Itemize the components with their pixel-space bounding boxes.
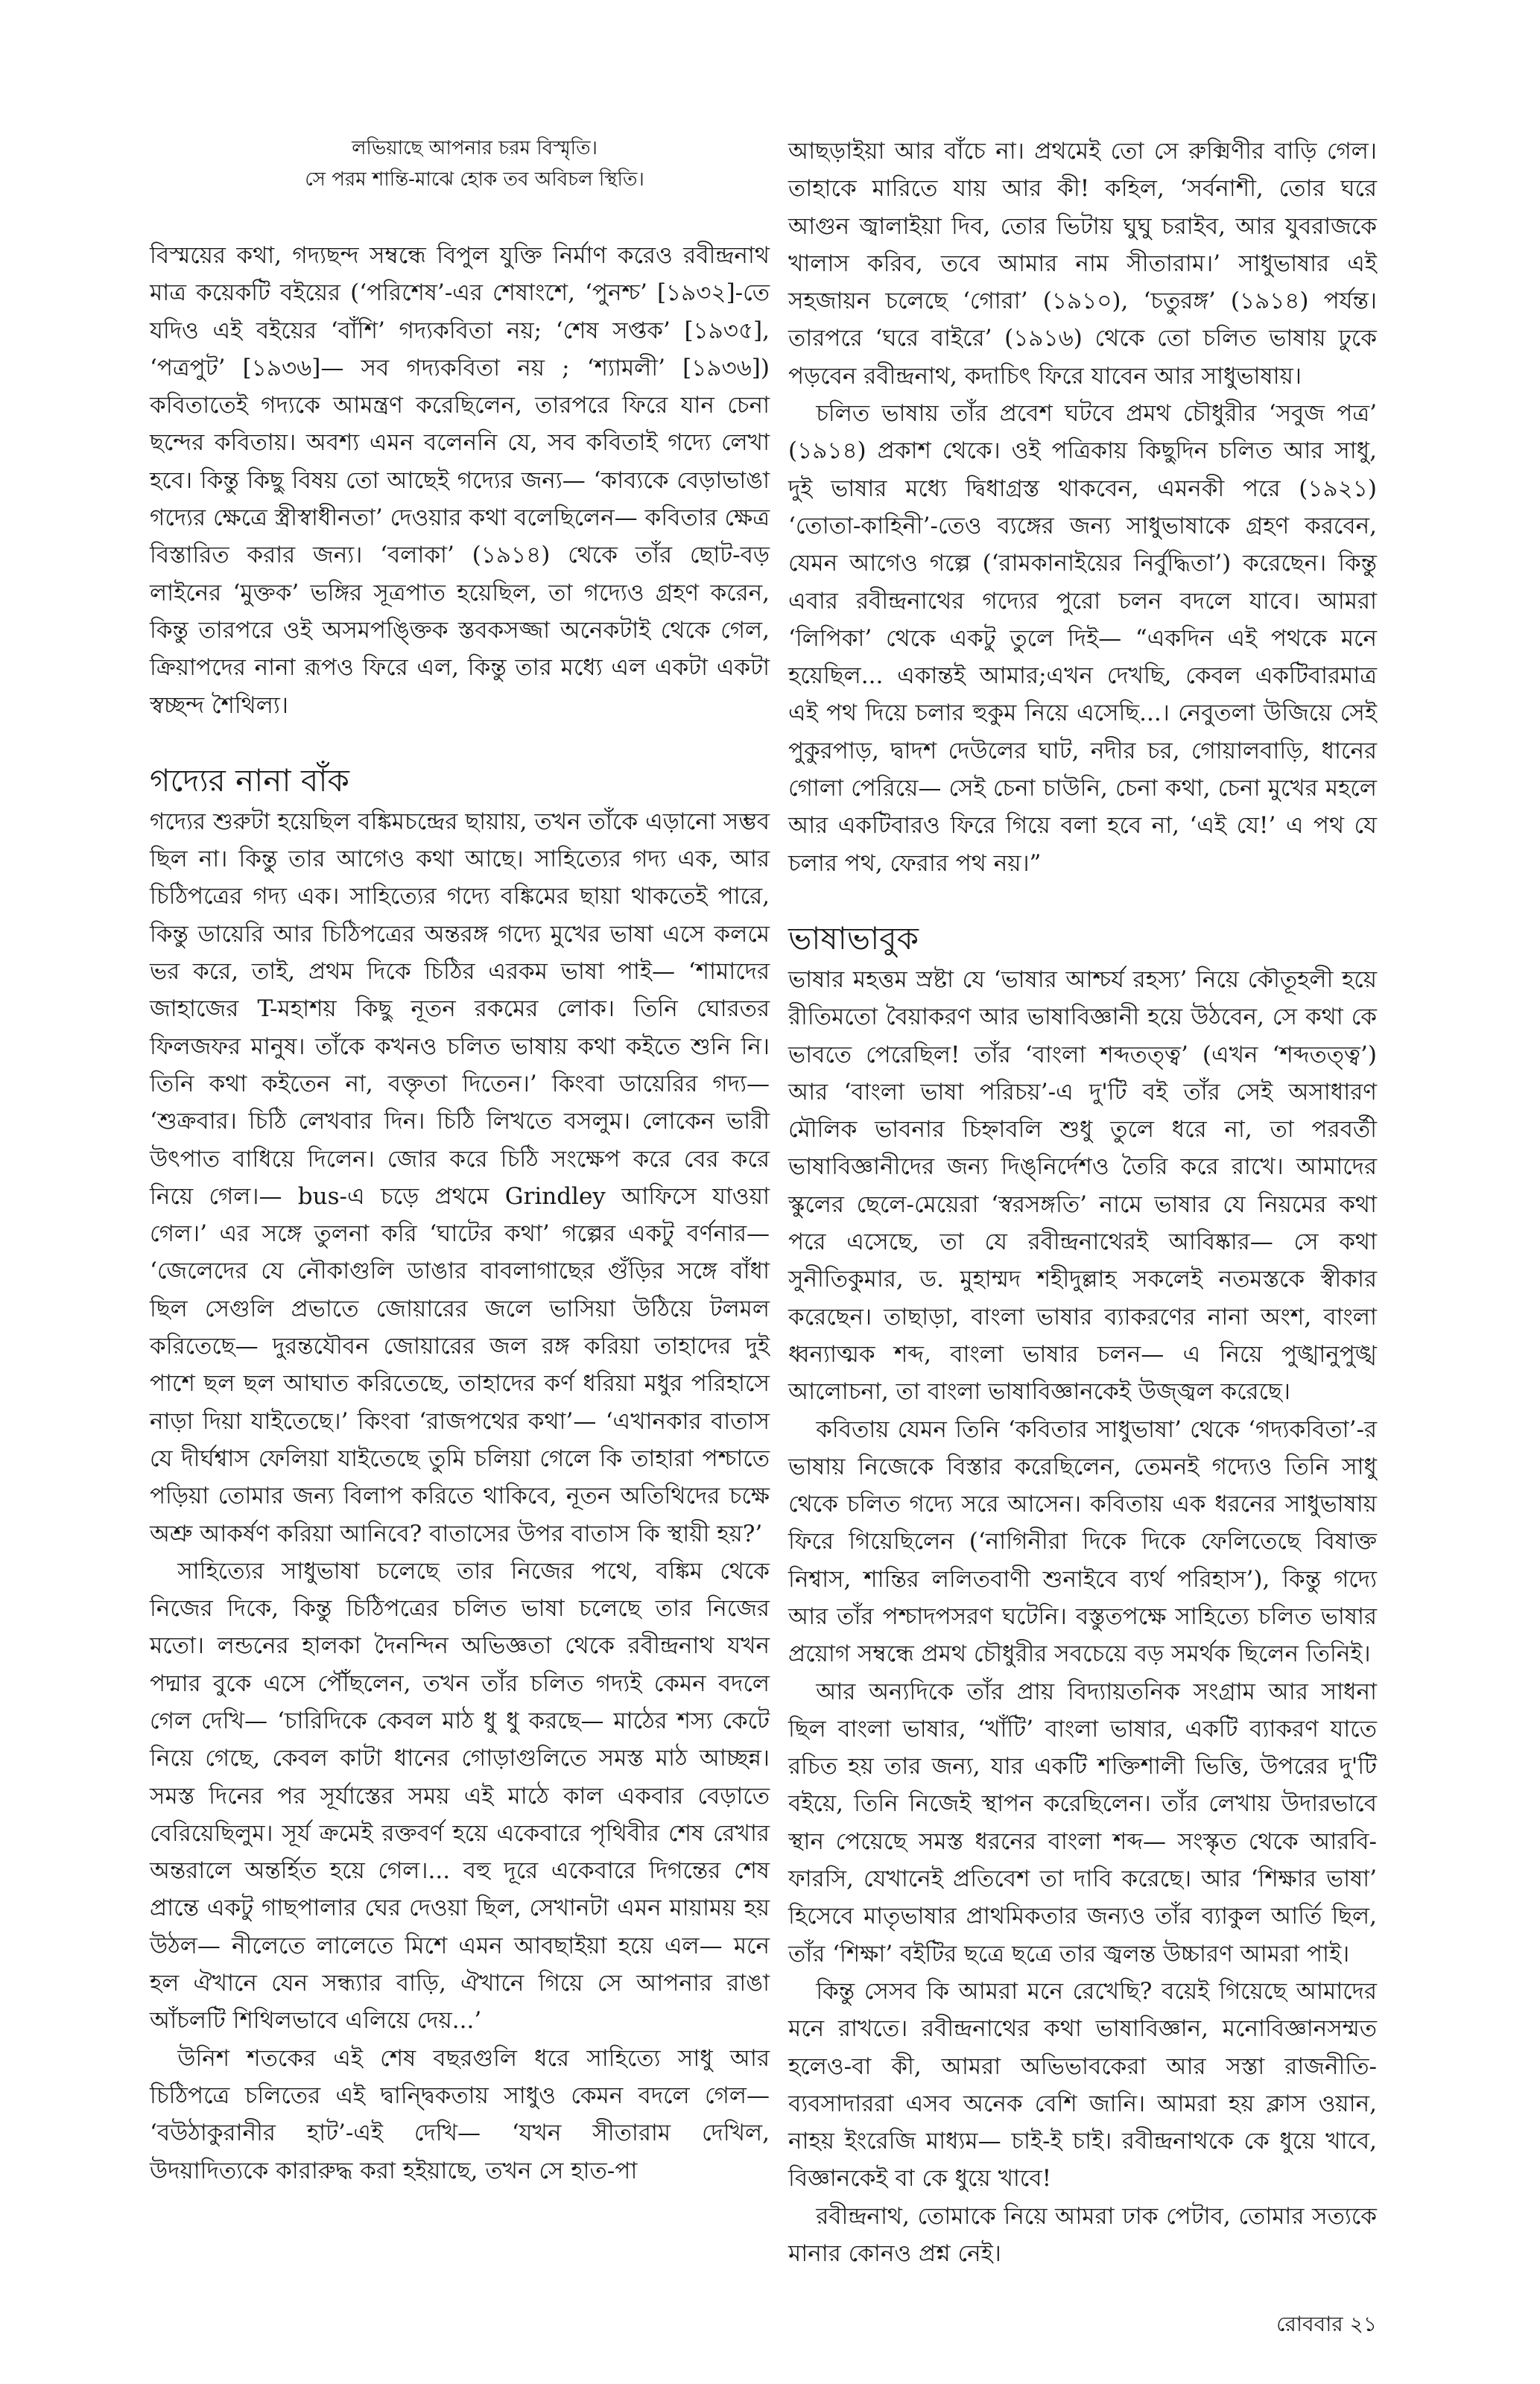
page-footer: রোববার ২১	[1276, 2312, 1377, 2337]
paragraph: চলিত ভাষায় তাঁর প্রবেশ ঘটবে প্রমথ চৌধুরীর ‘সবুজ পত্র’ (১৯১৪) প্রকাশ থেকে। ওই পত্রিকায় কিছুদিন চলিত আর সাধু, দুই ভাষার মধ্যে দ্বিধাগ্রস্ত থাকবেন, এমনকী পরে (১৯২১) ‘তোতা-কাহিনী’-তেও ব্যঙ্গের জন্য সাধুভাষাকে গ্রহণ করবেন, যেমন আগেও গল্পে (‘রামকানাইয়ের নির্বুদ্ধিতা’) করেছেন। কিন্তু এবার রবীন্দ্রনাথের গদ্যের পুরো চলন বদলে যাবে। আমরা ‘লিপিকা’ থেকে একটু তুলে দিই— “একদিন এই পথকে মনে হয়েছিল... একান্তই আমার;এখন দেখছি, কেবল একটিবারমাত্র এই পথ দিয়ে চলার হুকুম নিয়ে এসেছি...। নেবুতলা উজিয়ে সেই পুকুরপাড়, দ্বাদশ দেউলের ঘাট, নদীর চর, গোয়ালবাড়ি, ধানের গোলা পেরিয়ে— সেই চেনা চাউনি, চেনা কথা, চেনা মুখের মহলে আর একটিবারও ফিরে গিয়ে বলা হবে না, ‘এই যে!’ এ পথ যে চলার পথ, ফেরার পথ নয়।”	[788, 400, 1377, 877]
paragraph: আর অন্যদিকে তাঁর প্রায় বিদ্যায়তনিক সংগ্রাম আর সাধনা ছিল বাংলা ভাষার, ‘খাঁটি’ বাংলা ভাষার, একটি ব্যাকরণ যাতে রচিত হয় তার জন্য, যার একটি শক্তিশালী ভিত্তি, উপরের দু'টি বইয়ে, তিনি নিজেই স্থাপন করেছিলেন। তাঁর লেখায় উদারভাবে স্থান পেয়েছে সমস্ত ধরনের বাংলা শব্দ— সংস্কৃত থেকে আরবি-ফারসি, যেখানেই প্রতিবেশ তা দাবি করেছে। আর ‘শিক্ষার ভাষা’ হিসেবে মাতৃভাষার প্রাথমিকতার জন্যও তাঁর ব্যাকুল আর্তি ছিল, তাঁর ‘শিক্ষা’ বইটির ছত্রে ছত্রে তার জ্বলন্ত উচ্চারণ আমরা পাই।	[788, 1678, 1377, 1968]
right-column	[788, 133, 1377, 2272]
left-column	[150, 133, 770, 2190]
verse-line: লভিয়াছে আপনার চরম বিস্মৃতি।	[352, 137, 598, 159]
section-heading: ভাষাভাবুক	[788, 919, 919, 957]
paragraph: ভাষার মহত্তম স্রষ্টা যে ‘ভাষার আশ্চর্য রহস্য’ নিয়ে কৌতূহলী হয়ে রীতিমতো বৈয়াকরণ আর ভাষাবিজ্ঞানী হয়ে উঠবেন, সে কথা কে ভাবতে পেরেছিল! তাঁর ‘বাংলা শব্দতত্ত্ব’ (এখন ‘শব্দতত্ত্ব’) আর ‘বাংলা ভাষা পরিচয়’-এ দু'টি বই তাঁর সেই অসাধারণ মৌলিক ভাবনার চিহ্নাবলি শুধু তুলে ধরে না, তা পরবর্তী ভাষাবিজ্ঞানীদের জন্য দিঙ্‌নির্দেশও তৈরি করে রাখে। আমাদের স্কুলের ছেলে-মেয়েরা ‘স্বরসঙ্গতি’ নামে ভাষার যে নিয়মের কথা পরে এসেছে, তা যে রবীন্দ্রনাথেরই আবিষ্কার— সে কথা সুনীতিকুমার, ড. মুহাম্মদ শহীদুল্লাহ সকলেই নতমস্তকে স্বীকার করেছেন। তাছাড়া, বাংলা ভাষার ব্যাকরণের নানা অংশ, বাংলা ধ্বন্যাত্মক শব্দ, বাংলা ভাষার চলন— এ নিয়ে পুঙ্খানুপুঙ্খ আলোচনা, তা বাংলা ভাষাবিজ্ঞানকেই উজ্জ্বল করেছে।	[788, 966, 1377, 1406]
article-columns	[150, 133, 1377, 2272]
paragraph: রবীন্দ্রনাথ, তোমাকে নিয়ে আমরা ঢাক পেটাব, তোমার সত্যকে মানার কোনও প্রশ্ন নেই।	[788, 2202, 1377, 2268]
verse-quote	[180, 133, 770, 195]
paragraph: কবিতায় যেমন তিনি ‘কবিতার সাধুভাষা’ থেকে ‘গদ্যকবিতা’-র ভাষায় নিজেকে বিস্তার করেছিলেন, তেমনই গদ্যেও তিনি সাধু থেকে চলিত গদ্যে সরে আসেন। কবিতায় এক ধরনের সাধুভাষায় ফিরে গিয়েছিলেন (‘নাগিনীরা দিকে দিকে ফেলিতেছে বিষাক্ত নিশ্বাস, শান্তির ললিতবাণী শুনাইবে ব্যর্থ পরিহাস’), কিন্তু গদ্যে আর তাঁর পশ্চাদপসরণ ঘটেনি। বস্তুতপক্ষে সাহিত্যে চলিত ভাষার প্রয়োগ সম্বন্ধে প্রমথ চৌধুরীর সবচেয়ে বড় সমর্থক ছিলেন তিনিই।	[788, 1416, 1377, 1668]
paragraph: উনিশ শতকের এই শেষ বছরগুলি ধরে সাহিত্যে সাধু আর চিঠিপত্রে চলিতের এই দ্বান্দ্বিকতায় সাধুও কেমন বদলে গেল— ‘বউঠাকুরানীর হাট’-এই দেখি— ‘যখন সীতারাম দেখিল, উদয়াদিত্যকে কারারুদ্ধ করা হইয়াছে, তখন সে হাত-পা	[150, 2044, 770, 2184]
paragraph: কিন্তু সেসব কি আমরা মনে রেখেছি? বয়েই গিয়েছে আমাদের মনে রাখতে। রবীন্দ্রনাথের কথা ভাষাবিজ্ঞান, মনোবিজ্ঞানসম্মত হলেও-বা কী, আমরা অভিভাবকেরা আর সস্তা রাজনীতি-ব্যবসাদাররা এসব অনেক বেশি জানি। আমরা হয় ক্লাস ওয়ান, নাহয় ইংরেজি মাধ্যম— চাই-ই চাই। রবীন্দ্রনাথকে কে ধুয়ে খাবে, বিজ্ঞানকেই বা কে ধুয়ে খাবে!	[788, 1977, 1377, 2193]
paragraph: সাহিত্যের সাধুভাষা চলেছে তার নিজের পথে, বঙ্কিম থেকে নিজের দিকে, কিন্তু চিঠিপত্রের চলিত ভাষা চলেছে তার নিজের মতো। লন্ডনের হালকা দৈনন্দিন অভিজ্ঞতা থেকে রবীন্দ্রনাথ যখন পদ্মার বুকে এসে পৌঁছলেন, তখন তাঁর চলিত গদ্যই কেমন বদলে গেল দেখি— ‘চারিদিকে কেবল মাঠ ধু ধু করছে— মাঠের শস্য কেটে নিয়ে গেছে, কেবল কাটা ধানের গোড়াগুলিতে সমস্ত মাঠ আচ্ছন্ন। সমস্ত দিনের পর সূর্যাস্তের সময় এই মাঠে কাল একবার বেড়াতে বেরিয়েছিলুম। সূর্য ক্রমেই রক্তবর্ণ হয়ে একেবারে পৃথিবীর শেষ রেখার অন্তরালে অন্তর্হিত হয়ে গেল।... বহু দূরে একেবারে দিগন্তের শেষ প্রান্তে একটু গাছপালার ঘের দেওয়া ছিল, সেখানটা এমন মায়াময় হয় উঠল— নীলেতে লালেতে মিশে এমন আবছাইয়া হয়ে এল— মনে হল ঐখানে যেন সন্ধ্যার বাড়ি, ঐখানে গিয়ে সে আপনার রাঙা আঁচলটি শিথিলভাবে এলিয়ে দেয়...’	[150, 1557, 770, 2035]
verse-line: সে পরম শান্তি-মাঝে হোক তব অবিচল স্থিতি।	[305, 168, 644, 191]
section-heading: গদ্যের নানা বাঁক	[150, 761, 349, 799]
paragraph: আছড়াইয়া আর বাঁচে না। প্রথমেই তো সে রুক্মিণীর বাড়ি গেল। তাহাকে মারিতে যায় আর কী! কহিল, ‘সর্বনাশী, তোর ঘরে আগুন জ্বালাইয়া দিব, তোর ভিটায় ঘুঘু চরাইব, আর যুবরাজকে খালাস করিব, তবে আমার নাম সীতারাম।’ সাধুভাষার এই সহজায়ন চলেছে ‘গোরা’ (১৯১০), ‘চতুরঙ্গ’ (১৯১৪) পর্যন্ত। তারপরে ‘ঘরে বাইরে’ (১৯১৬) থেকে তো চলিত ভাষায় ঢুকে পড়বেন রবীন্দ্রনাথ, কদাচিৎ ফিরে যাবেন আর সাধুভাষায়।	[788, 138, 1377, 390]
paragraph: বিস্ময়ের কথা, গদ্যছন্দ সম্বন্ধে বিপুল যুক্তি নির্মাণ করেও রবীন্দ্রনাথ মাত্র কয়েকটি বইয়ের (‘পরিশেষ’-এর শেষাংশে, ‘পুনশ্চ’ [১৯৩২]-তে যদিও এই বইয়ের ‘বাঁশি’ গদ্যকবিতা নয়; ‘শেষ সপ্তক’ [১৯৩৫], ‘পত্রপুট’ [১৯৩৬]— সব গদ্যকবিতা নয় ; ‘শ্যামলী’ [১৯৩৬]) কবিতাতেই গদ্যকে আমন্ত্রণ করেছিলেন, তারপরে ফিরে যান চেনা ছন্দের কবিতায়। অবশ্য এমন বলেননি যে, সব কবিতাই গদ্যে লেখা হবে। কিন্তু কিছু বিষয় তো আছেই গদ্যের জন্য— ‘কাব্যকে বেড়াভাঙা গদ্যের ক্ষেত্রে স্ত্রীস্বাধীনতা’ দেওয়ার কথা বলেছিলেন— কবিতার ক্ষেত্র বিস্তারিত করার জন্য। ‘বলাকা’ (১৯১৪) থেকে তাঁর ছোট-বড় লাইনের ‘মুক্তক’ ভঙ্গির সূত্রপাত হয়েছিল, তা গদ্যেও গ্রহণ করেন, কিন্তু তারপরে ওই অসমপঙ্ক্তিক স্তবকসজ্জা অনেকটাই থেকে গেল, ক্রিয়াপদের নানা রূপও ফিরে এল, কিন্তু তার মধ্যে এল একটা একটা স্বচ্ছন্দ শৈথিল্য।	[150, 242, 770, 719]
paragraph: গদ্যের শুরুটা হয়েছিল বঙ্কিমচন্দ্রের ছায়ায়, তখন তাঁকে এড়ানো সম্ভব ছিল না। কিন্তু তার আগেও কথা আছে। সাহিত্যের গদ্য এক, আর চিঠিপত্রের গদ্য এক। সাহিত্যের গদ্যে বঙ্কিমের ছায়া থাকতেই পারে, কিন্তু ডায়েরি আর চিঠিপত্রের অন্তরঙ্গ গদ্যে মুখের ভাষা এসে কলমে ভর করে, তাই, প্রথম দিকে চিঠির এরকম ভাষা পাই— ‘শামাদের জাহাজের T-মহাশয় কিছু নূতন রকমের লোক। তিনি ঘোরতর ফিলজফর মানুষ। তাঁকে কখনও চলিত ভাষায় কথা কইতে শুনি নি। তিনি কথা কইতেন না, বক্তৃতা দিতেন।’ কিংবা ডায়েরির গদ্য— ‘শুক্রবার। চিঠি লেখবার দিন। চিঠি লিখতে বসলুম। লোকেন ভারী উৎপাত বাধিয়ে দিলেন। জোর করে চিঠি সংক্ষেপ করে বের করে নিয়ে গেল।— bus-এ চড়ে প্রথমে Grindley আফিসে যাওয়া গেল।’ এর সঙ্গে তুলনা করি ‘ঘাটের কথা’ গল্পের একটু বর্ণনার— ‘জেলেদের যে নৌকাগুলি ডাঙার বাবলাগাছের গুঁড়ির সঙ্গে বাঁধা ছিল সেগুলি প্রভাতে জোয়ারের জলে ভাসিয়া উঠিয়ে টলমল করিতেছে— দুরন্তযৌবন জোয়ারের জল রঙ্গ করিয়া তাহাদের দুই পাশে ছল ছল আঘাত করিতেছে, তাহাদের কর্ণ ধরিয়া মধুর পরিহাসে নাড়া দিয়া যাইতেছে।’ কিংবা ‘রাজপথের কথা’— ‘এখানকার বাতাস যে দীর্ঘশ্বাস ফেলিয়া যাইতেছে তুমি চলিয়া গেলে কি তাহারা পশ্চাতে পড়িয়া তোমার জন্য বিলাপ করিতে থাকিবে, নূতন অতিথিদের চক্ষে অশ্রু আকর্ষণ করিয়া আনিবে? বাতাসের উপর বাতাস কি স্থায়ী হয়?’	[150, 808, 770, 1547]
